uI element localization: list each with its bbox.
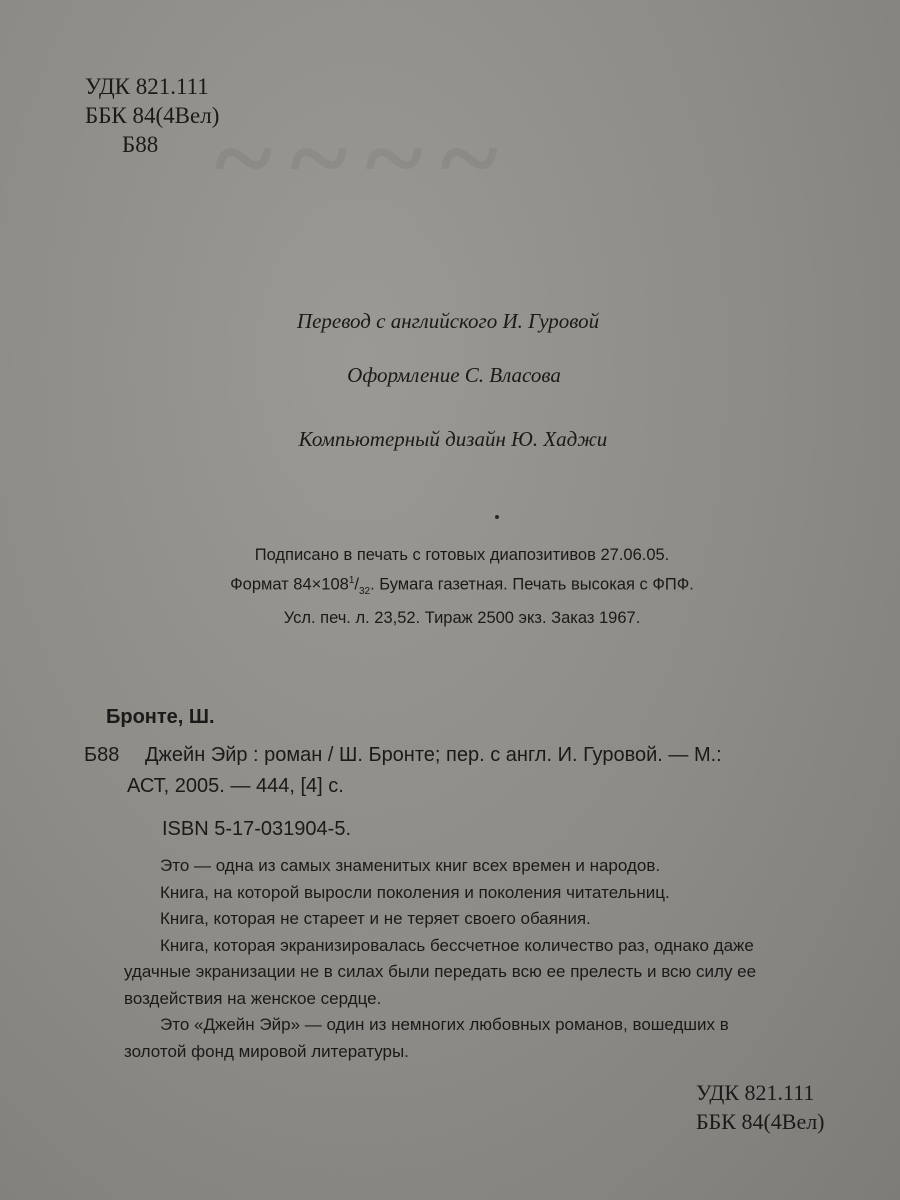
annotation-line: Книга, на которой выросли поколения и поколения читательниц. (160, 882, 670, 902)
format-numerator: 1 (348, 575, 355, 586)
print-line-signed: Подписано в печать с готовых диапозитивов 27.06.05. (254, 546, 670, 564)
author-heading: Бронте, Ш. (106, 706, 215, 728)
design-credit: Оформление С. Власова (347, 363, 561, 387)
isbn: ISBN 5-17-031904-5. (162, 818, 352, 840)
author-mark: Б88 (122, 132, 159, 157)
print-details (192, 542, 732, 631)
udk-code: УДК 821.111 (85, 74, 209, 99)
format-denominator: 32 (358, 585, 371, 597)
annotation-line: золотой фонд мировой литературы. (124, 1041, 409, 1061)
annotation-line: удачные экранизации не в силах были передать всю ее прелесть и всю силу ее (124, 962, 757, 981)
show-through-text: ~~~~ (215, 97, 516, 219)
printer-dot (495, 515, 499, 519)
translation-credit: Перевод с английского И. Гуровой (296, 309, 600, 333)
record-title-line: Джейн Эйр : роман / Ш. Бронте; пер. с англ. И. Гуровой. — М.: (145, 744, 722, 766)
annotation (124, 853, 864, 1065)
annotation-line: Это «Джейн Эйр» — один из немногих любовных романов, вошедших в (160, 1015, 729, 1034)
record-author-mark: Б88 (84, 744, 120, 766)
format-suffix: . Бумага газетная. Печать высокая с ФПФ. (370, 575, 694, 594)
annotation-line: воздействия на женское сердце. (124, 988, 382, 1008)
format-separator: / (354, 575, 359, 594)
annotation-line: Это — одна из самых знаменитых книг всех времен и народов. (160, 856, 661, 875)
bbk-code-bottom: ББК 84(4Вел) (696, 1109, 825, 1134)
print-line-format (192, 568, 732, 605)
bottom-classification-codes (696, 1078, 825, 1136)
computer-design-credit: Компьютерный дизайн Ю. Хаджи (298, 427, 608, 451)
print-line-run: Усл. печ. л. 23,52. Тираж 2500 экз. Заказ 1967. (283, 608, 641, 627)
top-classification-codes (85, 72, 219, 159)
record-publisher-line: АСТ, 2005. — 444, [4] с. (127, 775, 344, 797)
bbk-code: ББК 84(4Вел) (85, 103, 220, 128)
format-prefix: Формат 84×108 (230, 575, 349, 594)
annotation-line: Книга, которая не стареет и не теряет своего обаяния. (160, 909, 591, 928)
annotation-line: Книга, которая экранизировалась бессчетное количество раз, однако даже (160, 935, 754, 955)
udk-code-bottom: УДК 821.111 (696, 1080, 815, 1105)
